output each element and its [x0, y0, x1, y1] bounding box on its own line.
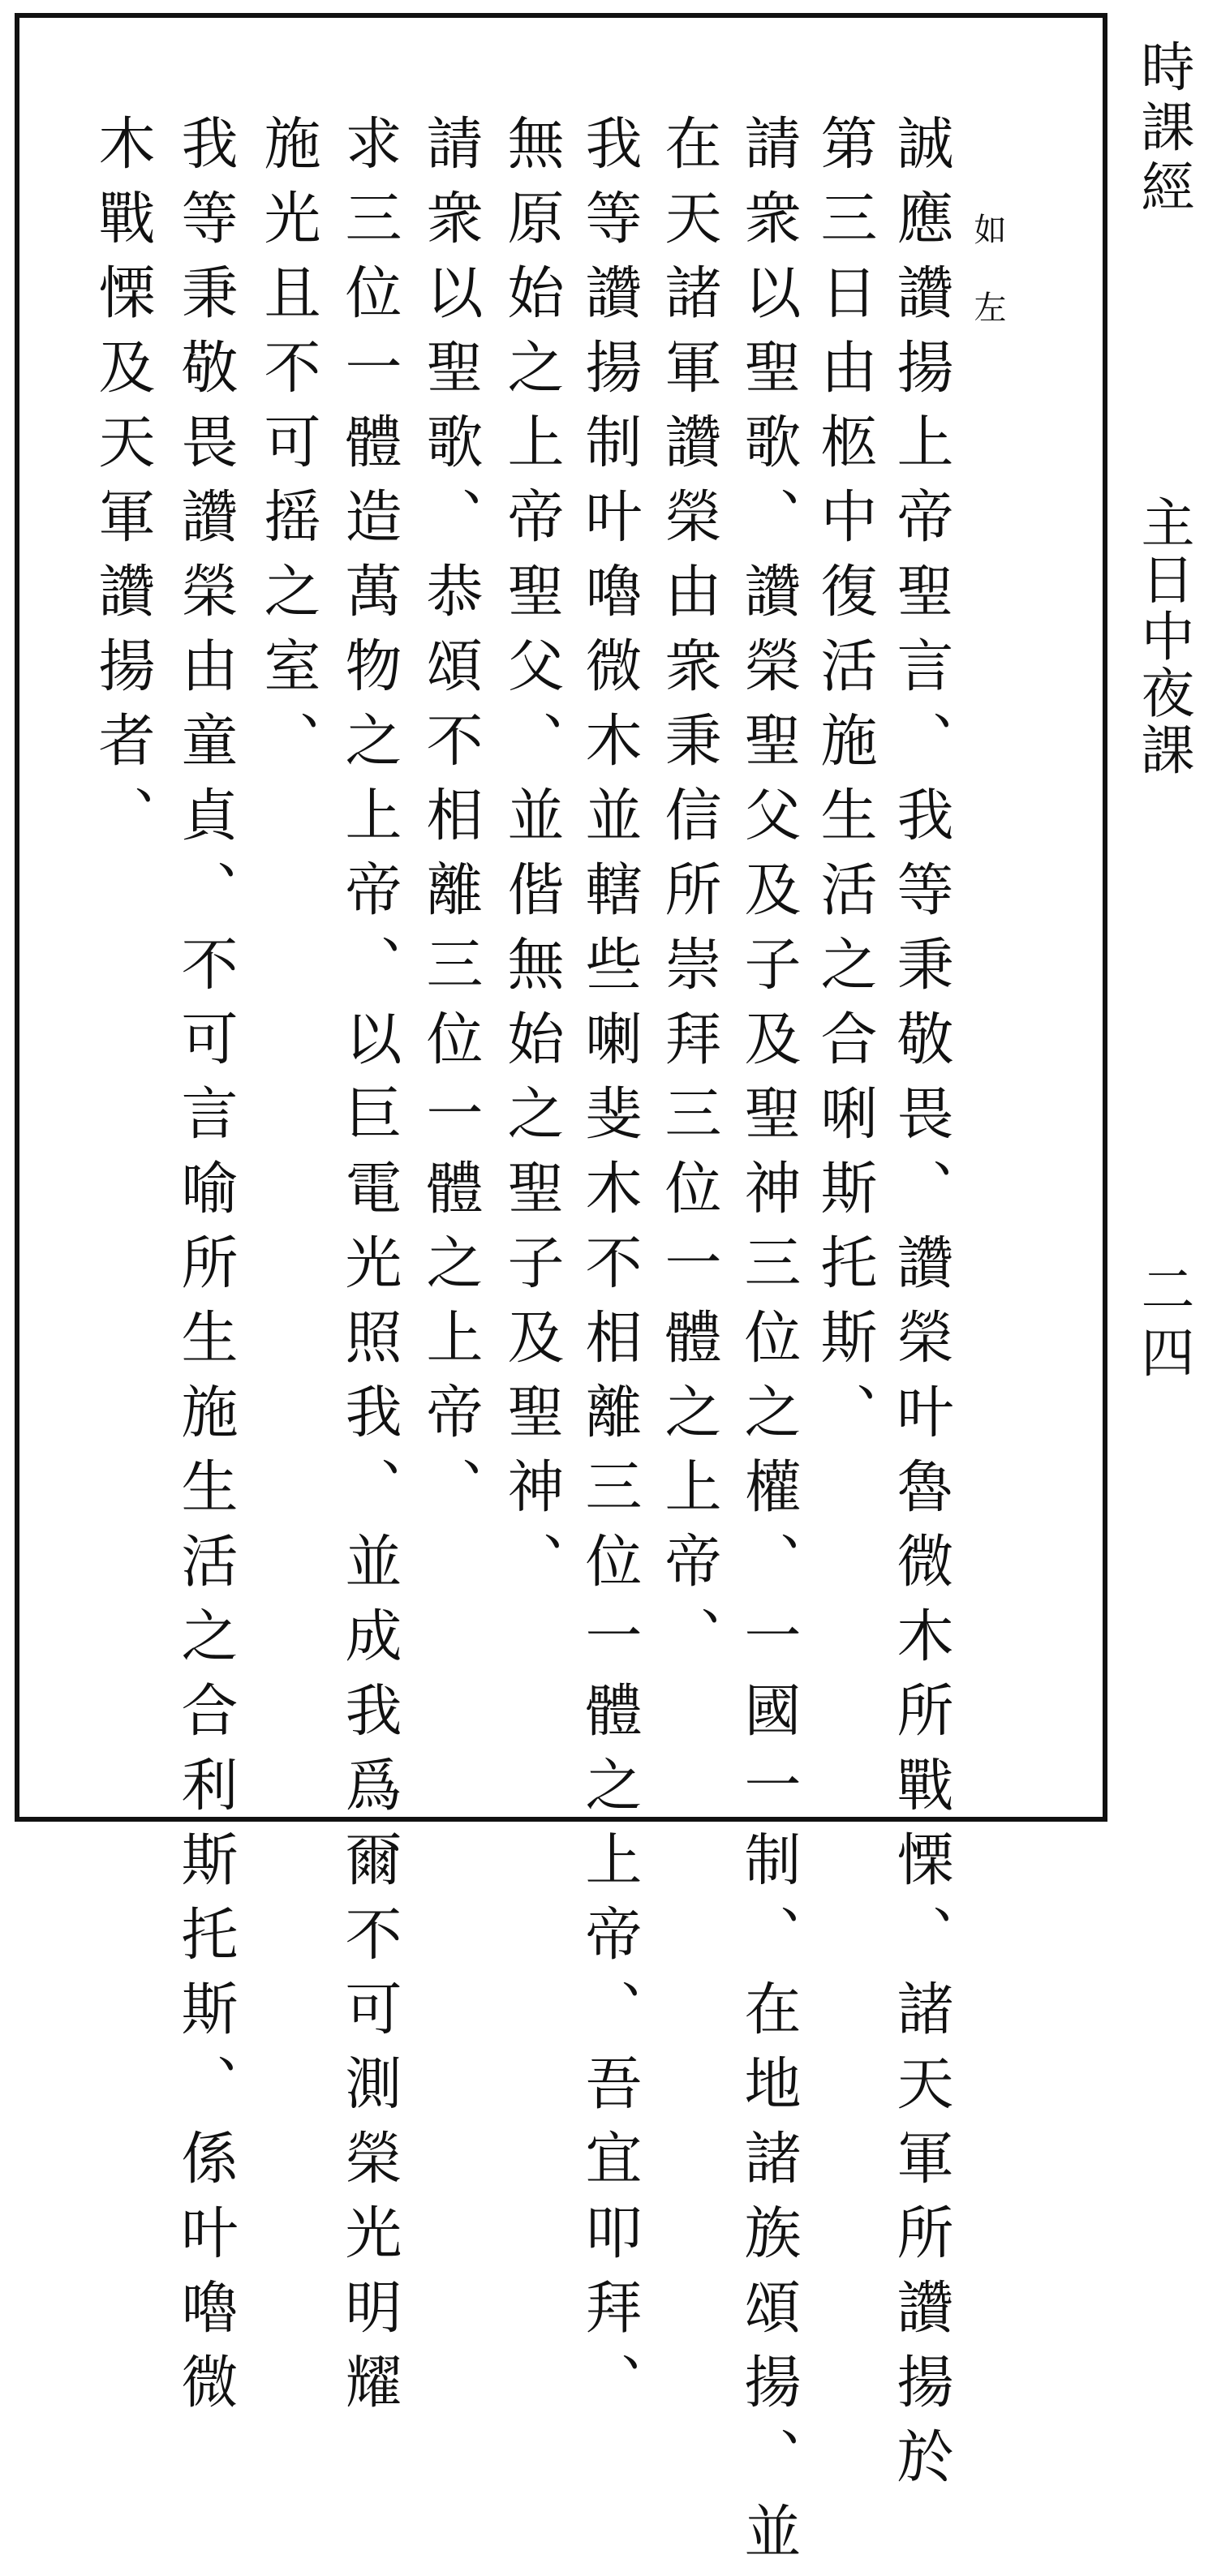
- text-column-9: 施光且不可摇之室、: [255, 114, 321, 785]
- page-number: 二四: [1132, 1261, 1194, 1388]
- text-column-11: 木戰慄及天軍讚揚者、: [89, 114, 156, 860]
- text-column-3: 請衆以聖歌、讚榮聖父及子及聖神三位之權、一國一制、在地諸族頌揚、並: [735, 114, 802, 2576]
- book-title: 時課經: [1132, 39, 1194, 219]
- text-column-2: 第三日由柩中復活施生活之合唎斯托斯、: [811, 114, 878, 1457]
- text-column-4: 在天諸軍讚榮由衆秉信所崇拜三位一體之上帝、: [656, 114, 722, 1681]
- text-column-7: 請衆以聖歌、恭頌不相離三位一體之上帝、: [417, 114, 484, 1531]
- instruction-note: 如左: [969, 213, 1006, 368]
- text-column-6: 無原始之上帝聖父、並偕無始之聖子及聖神、: [498, 114, 565, 1606]
- text-column-8: 求三位一體造萬物之上帝、以巨電光照我、並成我爲爾不可測榮光明耀: [336, 114, 402, 2427]
- section-title: 主日中夜課: [1132, 495, 1194, 779]
- text-column-5: 我等讚揚制叶嚕微木並轄些喇斐木不相離三位一體之上帝、吾宜叩拜、: [576, 114, 643, 2427]
- text-column-10: 我等秉敬畏讚榮由童貞、不可言喻所生施生活之合利斯托斯、係叶嚕微: [172, 114, 239, 2427]
- text-column-1: 誠應讚揚上帝聖言、我等秉敬畏、讚榮叶魯微木所戰慄、諸天軍所讚揚於: [888, 114, 954, 2501]
